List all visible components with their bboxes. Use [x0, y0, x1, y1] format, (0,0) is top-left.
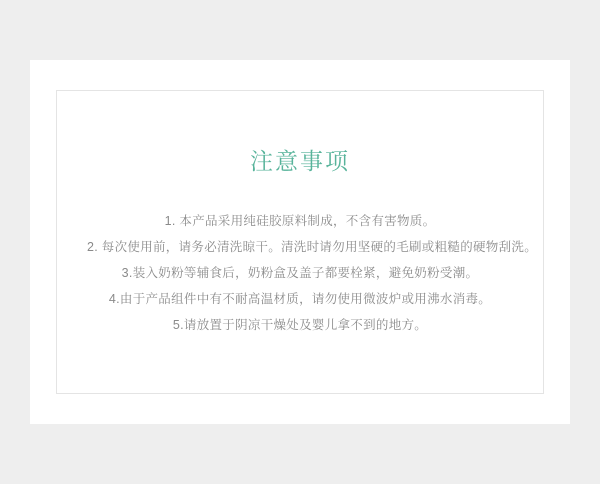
document-page [30, 60, 570, 424]
list-item: 1. 本产品采用纯硅胶原料制成，不含有害物质。 [164, 214, 436, 228]
notes-list [87, 210, 537, 336]
content-frame [56, 90, 544, 394]
list-item: 4.由于产品组件中有不耐高温材质，请勿使用微波炉或用沸水消毒。 [108, 292, 492, 306]
list-item: 5.请放置于阴凉干燥处及婴儿拿不到的地方。 [172, 318, 428, 332]
content-area [57, 91, 543, 340]
list-item: 3.装入奶粉等辅食后，奶粉盒及盖子都要栓紧，避免奶粉受潮。 [121, 266, 479, 280]
list-item: 2. 每次使用前，请务必清洗晾干。清洗时请勿用坚硬的毛刷或粗糙的硬物刮洗。 [87, 240, 537, 254]
page-title: 注意事项 [250, 148, 350, 174]
